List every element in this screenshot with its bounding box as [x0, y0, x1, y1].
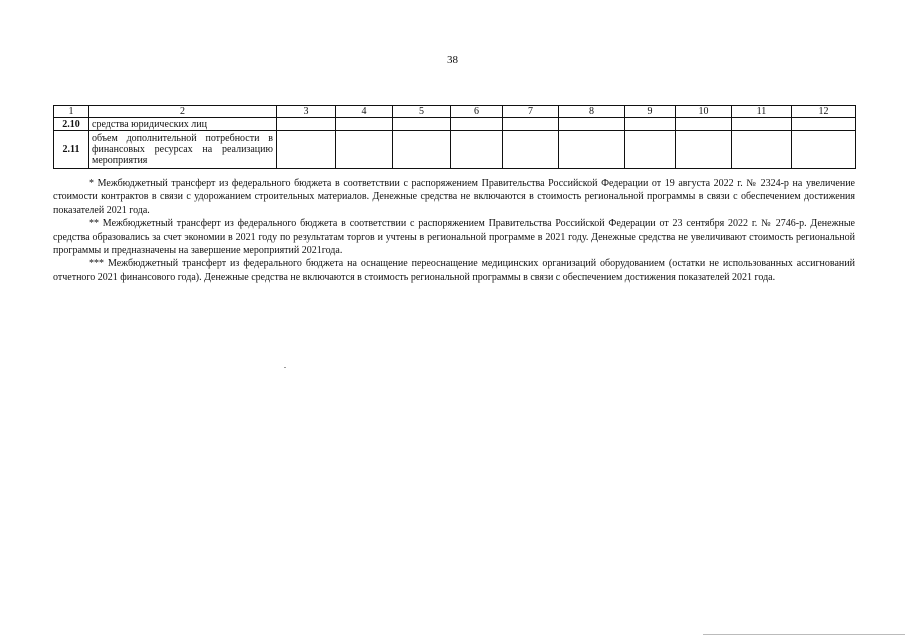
scan-speck [284, 367, 286, 368]
data-table [53, 105, 856, 169]
page-edge-line [703, 634, 905, 635]
footnote-1: * Межбюджетный трансферт из федерального бюджета в соответствии с распоряжением Правительства Российской Федерации от 19 августа 2022 г. № 2324-р на увеличение стоимости контрактов в связи с удорожанием строительных материалов. Денежные средства не включаются в стоимость региональной программы в связи с обеспечением достижения показателей 2021 года. [53, 178, 855, 216]
column-header: 7 [503, 106, 559, 118]
table-cell [393, 131, 451, 169]
footnotes [53, 177, 855, 284]
table-header-row [54, 106, 856, 118]
page-number: 38 [447, 54, 458, 66]
column-header: 10 [676, 106, 732, 118]
table-cell [451, 118, 503, 131]
row-name: объем дополнительной потребности в финансовых ресурсах на реализацию мероприятия [89, 131, 277, 169]
column-header: 5 [393, 106, 451, 118]
column-header: 9 [625, 106, 676, 118]
table-cell [503, 131, 559, 169]
column-header: 8 [559, 106, 625, 118]
column-header: 6 [451, 106, 503, 118]
table-cell [625, 118, 676, 131]
table-cell [559, 118, 625, 131]
table-cell [732, 131, 792, 169]
row-number: 2.11 [54, 131, 89, 169]
table-cell [676, 131, 732, 169]
row-number: 2.10 [54, 118, 89, 131]
table-cell [625, 131, 676, 169]
column-header: 2 [89, 106, 277, 118]
table-cell [393, 118, 451, 131]
table-cell [336, 118, 393, 131]
column-header: 1 [54, 106, 89, 118]
footnote-3: *** Межбюджетный трансферт из федерального бюджета на оснащение переоснащение медицинских организаций оборудованием (остатки не использованных ассигнований отчетного 2021 финансового года). Денежные средства не включаются в стоимость региональной программы в связи с обеспечением достижения показателей 2021 года. [53, 258, 855, 283]
table-cell [451, 131, 503, 169]
table-cell [336, 131, 393, 169]
table-cell [676, 118, 732, 131]
table-cell [792, 118, 856, 131]
column-header: 12 [792, 106, 856, 118]
table-row [54, 118, 856, 131]
column-header: 4 [336, 106, 393, 118]
table-row [54, 131, 856, 169]
table-cell [503, 118, 559, 131]
table-cell [277, 118, 336, 131]
column-header: 3 [277, 106, 336, 118]
table-cell [732, 118, 792, 131]
table-cell [559, 131, 625, 169]
footnote-2: ** Межбюджетный трансферт из федерального бюджета в соответствии с распоряжением Правительства Российской Федерации от 23 сентября 2022 г. № 2746-р. Денежные средства образовались за счет экономии в 2021 году по результатам торгов и учтены в региональной программе в 2021 году. Денежные средства не увеличивают стоимость региональной программы и предназначены на завершение мероприятий 2021года. [53, 218, 855, 257]
table-cell [277, 131, 336, 169]
column-header: 11 [732, 106, 792, 118]
table-cell [792, 131, 856, 169]
row-name: средства юридических лиц [89, 118, 277, 131]
